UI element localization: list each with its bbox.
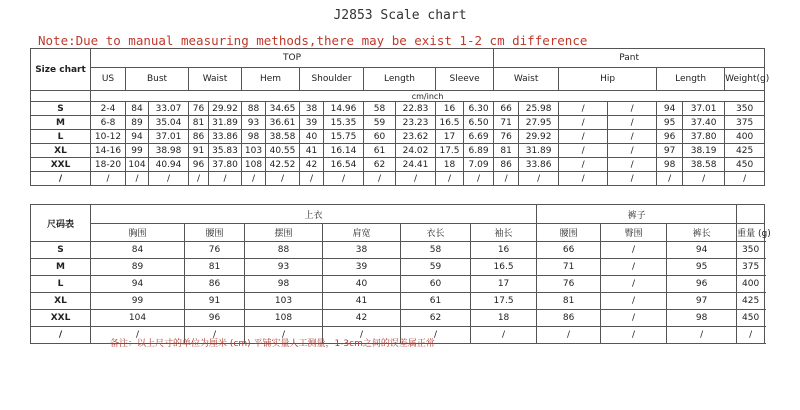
table-cell: 81 xyxy=(537,293,601,310)
table-cell: / xyxy=(149,172,189,186)
table-cell: / xyxy=(559,102,608,116)
table-cell: 16.5 xyxy=(436,116,464,130)
table-cell: 10-12 xyxy=(91,130,126,144)
table-cell: 2-4 xyxy=(91,102,126,116)
table-cell: / xyxy=(324,172,364,186)
size-chart-table-chinese xyxy=(30,204,771,344)
table-cell: 450 xyxy=(737,310,765,327)
header-hem-cn: 摆围 xyxy=(245,224,323,242)
table-cell: / xyxy=(300,172,324,186)
table-cell: 104 xyxy=(91,310,185,327)
table-cell: / xyxy=(608,158,657,172)
table-cell: 84 xyxy=(91,242,185,259)
table-cell: 38.58 xyxy=(266,130,300,144)
group-pant: Pant xyxy=(494,49,765,68)
table-cell: / xyxy=(126,172,149,186)
table-cell: 89 xyxy=(126,116,149,130)
table-cell: 96 xyxy=(185,310,245,327)
group-pant-cn: 裤子 xyxy=(537,205,737,224)
table-cell: 62 xyxy=(364,158,396,172)
table-cell: / xyxy=(725,172,765,186)
table-cell: 7.09 xyxy=(464,158,494,172)
table-cell: 61 xyxy=(401,293,471,310)
table-cell: 375 xyxy=(725,116,765,130)
table-cell: 93 xyxy=(245,259,323,276)
table-cell: / xyxy=(364,172,396,186)
header-hem: Hem xyxy=(242,68,300,91)
size-label: XXL xyxy=(31,158,91,172)
size-label: / xyxy=(31,172,91,186)
table-row xyxy=(31,293,765,310)
table-row xyxy=(31,158,765,172)
table-cell: / xyxy=(537,327,601,344)
table-cell: 39 xyxy=(323,259,401,276)
table-cell: 86 xyxy=(189,130,209,144)
header-hip: Hip xyxy=(559,68,657,91)
table-cell: 35.04 xyxy=(149,116,189,130)
table-row xyxy=(31,116,765,130)
table-cell: 81 xyxy=(185,259,245,276)
header-shoulder: Shoulder xyxy=(300,68,364,91)
measurement-note: Note:Due to manual measuring methods,there may be exist 1-2 cm difference xyxy=(38,33,588,48)
table-cell: 98 xyxy=(242,130,266,144)
table-cell: 40.94 xyxy=(149,158,189,172)
table-cell: 71 xyxy=(494,116,519,130)
table-cell: 375 xyxy=(737,259,765,276)
table-cell: 81 xyxy=(494,144,519,158)
table-cell: 59 xyxy=(364,116,396,130)
table-cell: 40 xyxy=(300,130,324,144)
size-label: S xyxy=(31,102,91,116)
size-label: / xyxy=(31,327,91,344)
table-cell: 29.92 xyxy=(209,102,242,116)
header-sleeve: Sleeve xyxy=(436,68,494,91)
table-cell: 37.40 xyxy=(683,116,725,130)
table-cell: / xyxy=(401,327,471,344)
table-cell: 94 xyxy=(667,242,737,259)
table-cell: / xyxy=(601,327,667,344)
column-header-row-cn xyxy=(31,224,765,242)
table-row xyxy=(31,310,765,327)
table-cell: 94 xyxy=(126,130,149,144)
table-cell: 58 xyxy=(401,242,471,259)
table-cell: 17 xyxy=(436,130,464,144)
table-cell: 350 xyxy=(737,242,765,259)
table-row xyxy=(31,172,765,186)
table-cell: 98 xyxy=(657,158,683,172)
table-cell: 86 xyxy=(537,310,601,327)
table-cell: 93 xyxy=(242,116,266,130)
table-cell: / xyxy=(559,144,608,158)
table-cell: 99 xyxy=(91,293,185,310)
table-cell: / xyxy=(436,172,464,186)
table-cell: / xyxy=(559,172,608,186)
table-cell: / xyxy=(189,172,209,186)
table-row xyxy=(31,242,765,259)
table-cell: 94 xyxy=(91,276,185,293)
table-cell: / xyxy=(608,102,657,116)
table-cell: 66 xyxy=(494,102,519,116)
table-cell: / xyxy=(91,172,126,186)
table-cell: 42 xyxy=(323,310,401,327)
table-cell: 33.86 xyxy=(519,158,559,172)
table-cell: 23.62 xyxy=(396,130,436,144)
table-cell: 36.61 xyxy=(266,116,300,130)
table-cell: 18 xyxy=(436,158,464,172)
header-weight: Weight(g) xyxy=(725,68,765,91)
table-cell: 37.01 xyxy=(149,130,189,144)
table-cell: 14-16 xyxy=(91,144,126,158)
table-cell: 91 xyxy=(189,144,209,158)
header-waist-cn: 腰围 xyxy=(185,224,245,242)
table-cell: 86 xyxy=(494,158,519,172)
group-top-cn: 上衣 xyxy=(91,205,537,224)
table-cell: 108 xyxy=(242,158,266,172)
table-cell: / xyxy=(608,172,657,186)
table-cell: 97 xyxy=(657,144,683,158)
table-cell: 66 xyxy=(537,242,601,259)
header-waist: Waist xyxy=(189,68,242,91)
unit-row xyxy=(31,91,765,102)
header-bust: Bust xyxy=(126,68,189,91)
table-cell: 86 xyxy=(185,276,245,293)
size-label: M xyxy=(31,259,91,276)
table-cell: / xyxy=(608,116,657,130)
table-cell: 6.89 xyxy=(464,144,494,158)
table-cell: / xyxy=(91,327,185,344)
chart-title: J2853 Scale chart xyxy=(333,8,467,23)
table-cell: 6.69 xyxy=(464,130,494,144)
table-cell: 33.86 xyxy=(209,130,242,144)
table-cell: 91 xyxy=(185,293,245,310)
table-cell: 350 xyxy=(725,102,765,116)
table-cell: 6-8 xyxy=(91,116,126,130)
table-cell: 108 xyxy=(245,310,323,327)
table-cell: 33.07 xyxy=(149,102,189,116)
table-cell: 76 xyxy=(185,242,245,259)
table-cell: 60 xyxy=(364,130,396,144)
table-cell: 16.54 xyxy=(324,158,364,172)
table-cell: 15.75 xyxy=(324,130,364,144)
size-label: L xyxy=(31,276,91,293)
table-cell: 96 xyxy=(657,130,683,144)
table-cell: 103 xyxy=(242,144,266,158)
table-cell: 35.83 xyxy=(209,144,242,158)
size-label: XL xyxy=(31,144,91,158)
table-cell: 425 xyxy=(725,144,765,158)
table-cell: / xyxy=(601,293,667,310)
table-cell: 29.92 xyxy=(519,130,559,144)
table-cell: 31.89 xyxy=(209,116,242,130)
table-cell: 17.5 xyxy=(471,293,537,310)
table-cell: 16.5 xyxy=(471,259,537,276)
table-cell: 16 xyxy=(471,242,537,259)
table-cell: 425 xyxy=(737,293,765,310)
table-cell: 31.89 xyxy=(519,144,559,158)
group-top: TOP xyxy=(91,49,494,68)
table-row xyxy=(31,102,765,116)
table-cell: / xyxy=(683,172,725,186)
table-cell: 96 xyxy=(667,276,737,293)
table-cell: 81 xyxy=(189,116,209,130)
size-label: S xyxy=(31,242,91,259)
table-cell: 16 xyxy=(436,102,464,116)
table-cell: 103 xyxy=(245,293,323,310)
table-cell: 94 xyxy=(657,102,683,116)
table-cell: / xyxy=(323,327,401,344)
table-cell: / xyxy=(601,310,667,327)
header-pant-waist: Waist xyxy=(494,68,559,91)
size-chart-corner-cn: 尺码表 xyxy=(31,205,91,242)
table-cell: 62 xyxy=(401,310,471,327)
table-cell: 17 xyxy=(471,276,537,293)
table-cell: 95 xyxy=(657,116,683,130)
table-cell: 98 xyxy=(667,310,737,327)
table-cell: 42.52 xyxy=(266,158,300,172)
table-cell: 76 xyxy=(189,102,209,116)
table-cell: 88 xyxy=(245,242,323,259)
table-cell: / xyxy=(559,158,608,172)
header-shoulder-cn: 肩宽 xyxy=(323,224,401,242)
table-cell: 59 xyxy=(401,259,471,276)
table-cell: / xyxy=(464,172,494,186)
table-cell: 6.30 xyxy=(464,102,494,116)
table-cell: 88 xyxy=(242,102,266,116)
header-length: Length xyxy=(364,68,436,91)
table-cell: / xyxy=(245,327,323,344)
header-weight-cn: 重量 (g) xyxy=(737,224,765,242)
table-cell: / xyxy=(601,242,667,259)
size-label: L xyxy=(31,130,91,144)
table-cell: / xyxy=(601,259,667,276)
table-cell: / xyxy=(608,144,657,158)
size-chart-corner: Size chart xyxy=(31,49,91,91)
table-cell: / xyxy=(601,276,667,293)
table-cell: / xyxy=(657,172,683,186)
table-row xyxy=(31,144,765,158)
table-cell: 15.35 xyxy=(324,116,364,130)
table-cell: 40 xyxy=(323,276,401,293)
table-cell: / xyxy=(396,172,436,186)
table-cell: 24.41 xyxy=(396,158,436,172)
table-cell: 38.19 xyxy=(683,144,725,158)
table-cell: 98 xyxy=(245,276,323,293)
table-cell: / xyxy=(185,327,245,344)
remark-note: 备注：以上尺寸的单位为厘米 (cm) 平铺实量人工测量，1-3cm之间的误差属正常 xyxy=(110,339,435,349)
table-cell: 38 xyxy=(300,102,324,116)
table-cell: 34.65 xyxy=(266,102,300,116)
size-chart-table-english xyxy=(30,48,770,186)
size-label: M xyxy=(31,116,91,130)
table-cell: 95 xyxy=(667,259,737,276)
table-cell: 41 xyxy=(300,144,324,158)
group-header-row-cn xyxy=(31,205,765,224)
header-length-cn: 衣长 xyxy=(401,224,471,242)
size-label: XXL xyxy=(31,310,91,327)
table-cell: 89 xyxy=(91,259,185,276)
table-cell: 17.5 xyxy=(436,144,464,158)
table-cell: 76 xyxy=(537,276,601,293)
table-cell: 37.80 xyxy=(209,158,242,172)
table-cell: 42 xyxy=(300,158,324,172)
table-cell: 24.02 xyxy=(396,144,436,158)
unit-label: cm/inch xyxy=(91,91,765,102)
header-pant-length-cn: 裤长 xyxy=(667,224,737,242)
table-cell: 60 xyxy=(401,276,471,293)
table-cell: 18 xyxy=(471,310,537,327)
table-cell: 23.23 xyxy=(396,116,436,130)
table-cell: 38 xyxy=(323,242,401,259)
table-cell: 38.58 xyxy=(683,158,725,172)
table-cell: / xyxy=(471,327,537,344)
table-cell: 400 xyxy=(725,130,765,144)
table-row xyxy=(31,276,765,293)
column-header-row xyxy=(31,68,765,91)
header-pant-length: Length xyxy=(657,68,725,91)
table-cell: 84 xyxy=(126,102,149,116)
table-cell: 14.96 xyxy=(324,102,364,116)
table-cell: 97 xyxy=(667,293,737,310)
table-cell: 37.80 xyxy=(683,130,725,144)
table-cell: / xyxy=(242,172,266,186)
header-pant-waist-cn: 腰围 xyxy=(537,224,601,242)
table-cell: 61 xyxy=(364,144,396,158)
table-cell: / xyxy=(737,327,765,344)
table-cell: / xyxy=(494,172,519,186)
table-cell: 18-20 xyxy=(91,158,126,172)
table-cell: 6.50 xyxy=(464,116,494,130)
table-cell: 37.01 xyxy=(683,102,725,116)
table-cell: 39 xyxy=(300,116,324,130)
table-cell: / xyxy=(519,172,559,186)
table-cell: 96 xyxy=(189,158,209,172)
header-us: US xyxy=(91,68,126,91)
table-cell: / xyxy=(209,172,242,186)
table-cell: 40.55 xyxy=(266,144,300,158)
table-cell: 16.14 xyxy=(324,144,364,158)
table-cell: 104 xyxy=(126,158,149,172)
table-cell: / xyxy=(608,130,657,144)
table-row xyxy=(31,259,765,276)
table-cell: / xyxy=(667,327,737,344)
table-cell: 27.95 xyxy=(519,116,559,130)
table-cell: 41 xyxy=(323,293,401,310)
header-sleeve-cn: 袖长 xyxy=(471,224,537,242)
group-header-row xyxy=(31,49,765,68)
table-cell: 400 xyxy=(737,276,765,293)
header-bust-cn: 胸围 xyxy=(91,224,185,242)
table-cell: / xyxy=(266,172,300,186)
table-cell: 22.83 xyxy=(396,102,436,116)
table-cell: 450 xyxy=(725,158,765,172)
table-cell: 25.98 xyxy=(519,102,559,116)
table-row xyxy=(31,130,765,144)
table-cell: 99 xyxy=(126,144,149,158)
table-cell: 38.98 xyxy=(149,144,189,158)
table-cell: 58 xyxy=(364,102,396,116)
table-cell: 76 xyxy=(494,130,519,144)
header-hip-cn: 臀围 xyxy=(601,224,667,242)
size-label: XL xyxy=(31,293,91,310)
table-cell: 71 xyxy=(537,259,601,276)
table-cell: / xyxy=(559,116,608,130)
table-cell: / xyxy=(559,130,608,144)
